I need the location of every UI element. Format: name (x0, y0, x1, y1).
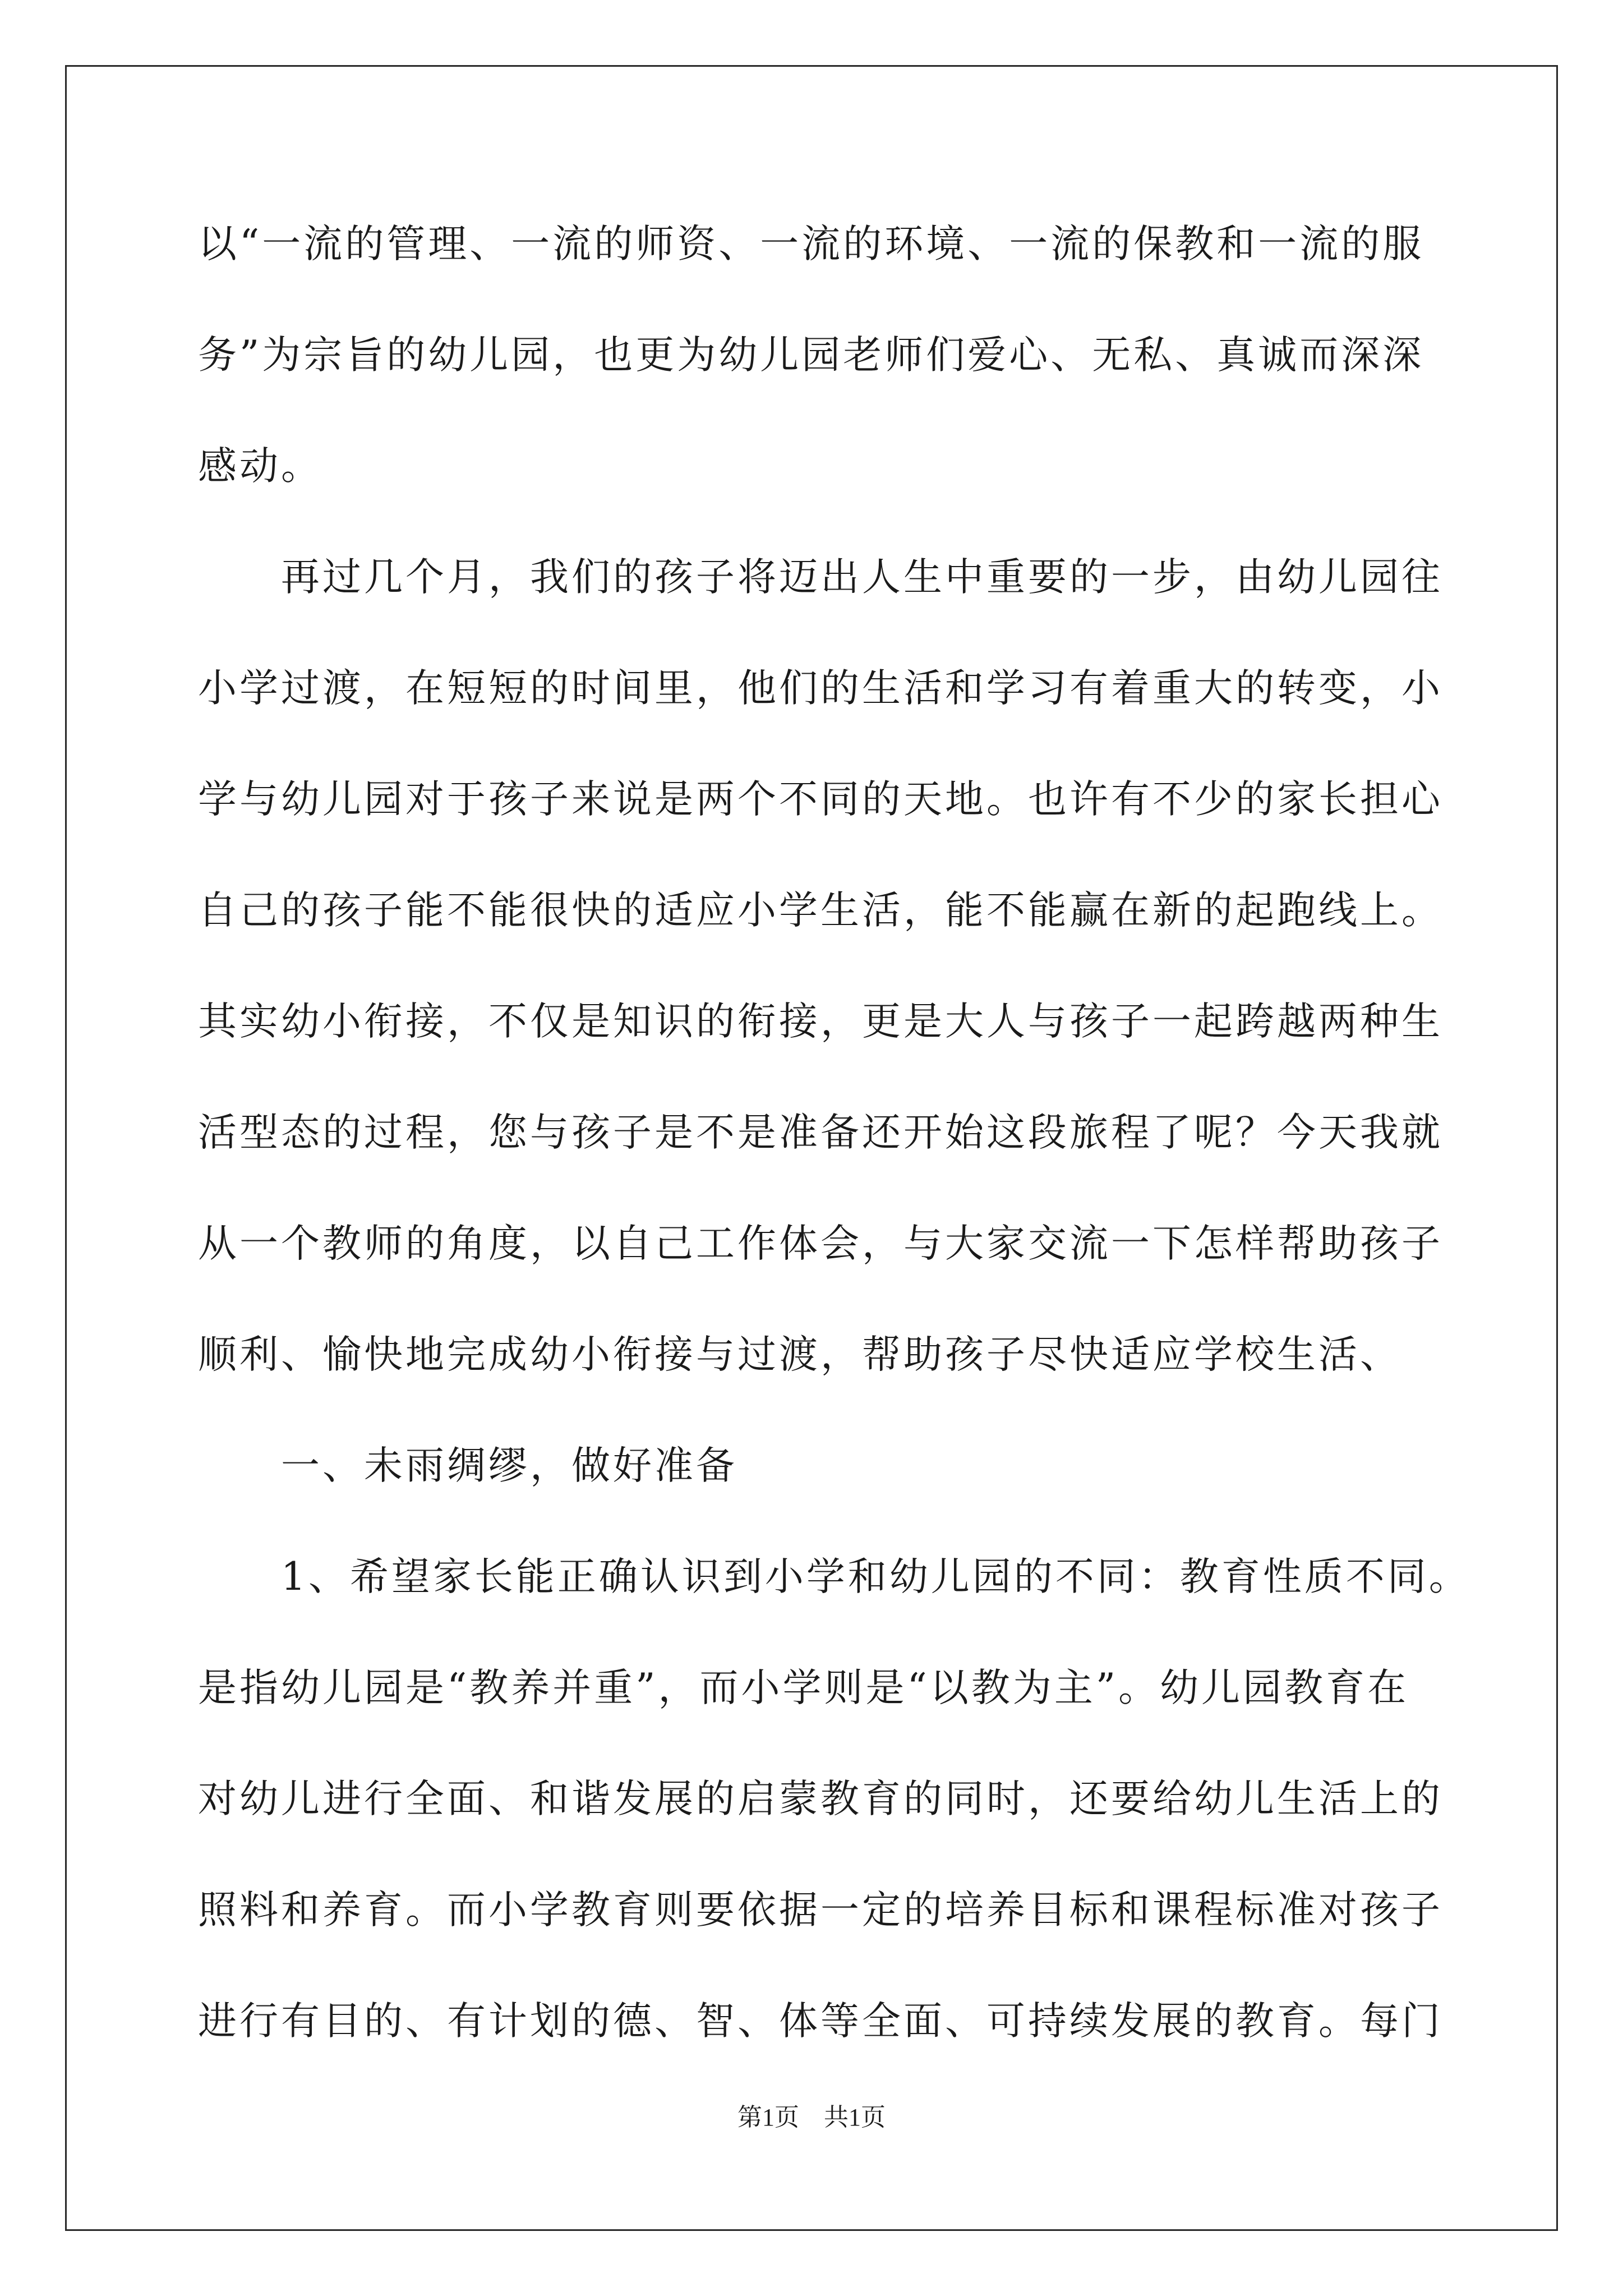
document-body (198, 210, 1471, 2099)
text-line: 顺利、愉快地完成幼小衔接与过渡，帮助孩子尽快适应学校生活、 (198, 1332, 1401, 1377)
text-line: 从一个教师的角度，以自己工作体会，与大家交流一下怎样帮助孩子 (198, 1221, 1443, 1266)
text-line: 是指幼儿园是“教养并重”，而小学则是“以教为主”。幼儿园教育在 (198, 1665, 1409, 1710)
text-line: 活型态的过程，您与孩子是不是准备还开始这段旅程了呢？今天我就 (198, 1110, 1443, 1155)
text-line: 自己的孩子能不能很快的适应小学生活，能不能赢在新的起跑线上。 (198, 888, 1443, 933)
page-footer: 第1页 共1页 (737, 2104, 886, 2131)
text-line: 其实幼小衔接，不仅是知识的衔接，更是大人与孩子一起跨越两种生 (198, 999, 1443, 1044)
text-line: 学与幼儿园对于孩子来说是两个不同的天地。也许有不少的家长担心 (198, 777, 1443, 822)
text-line: 小学过渡，在短短的时间里，他们的生活和学习有着重大的转变，小 (198, 666, 1443, 711)
text-line: 再过几个月，我们的孩子将迈出人生中重要的一步，由幼儿园往 (198, 555, 1443, 600)
text-line: 1、希望家长能正确认识到小学和幼儿园的不同：教育性质不同。 (198, 1554, 1470, 1599)
text-line: 对幼儿进行全面、和谐发展的启蒙教育的同时，还要给幼儿生活上的 (198, 1777, 1443, 1821)
text-line: 感动。 (198, 444, 322, 489)
text-line: 照料和养育。而小学教育则要依据一定的培养目标和课程标准对孩子 (198, 1888, 1443, 1932)
section-heading: 一、未雨绸缪，做好准备 (198, 1443, 737, 1488)
text-line: 以“一流的管理、一流的师资、一流的环境、一流的保教和一流的服 (198, 222, 1424, 266)
text-line: 进行有目的、有计划的德、智、体等全面、可持续发展的教育。每门 (198, 1999, 1443, 2044)
text-line: 务”为宗旨的幼儿园，也更为幼儿园老师们爱心、无私、真诚而深深 (198, 333, 1424, 378)
